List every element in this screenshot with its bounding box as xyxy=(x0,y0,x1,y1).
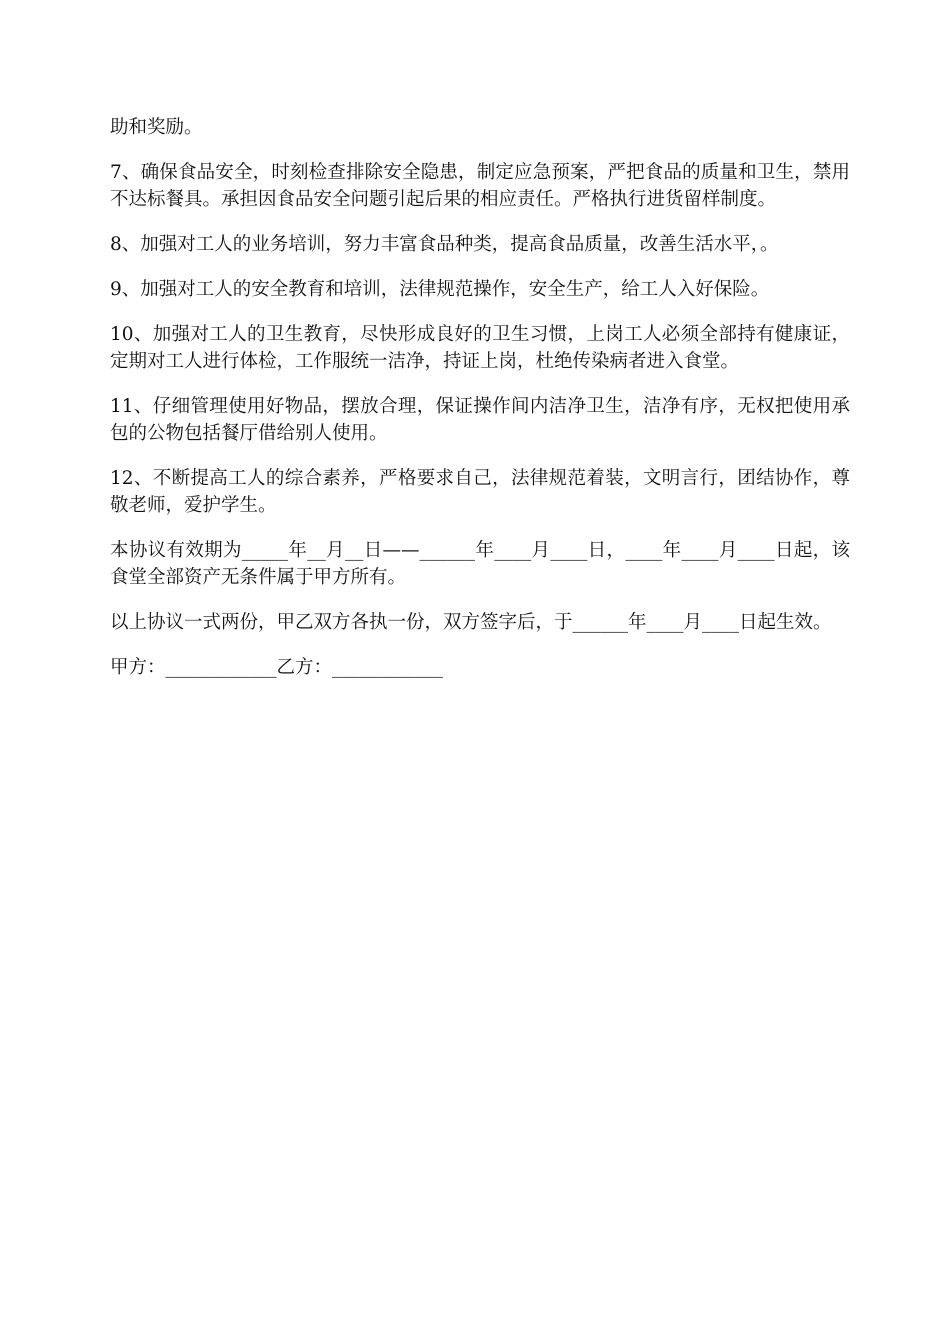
document-body xyxy=(110,114,850,699)
clause-7: 7、确保食品安全，时刻检查排除安全隐患，制定应急预案，严把食品的质量和卫生，禁用不达标餐具。承担因食品安全问题引起后果的相应责任。严格执行进货留样制度。 xyxy=(110,162,850,210)
validity-period: 本协议有效期为_____年__月__日——______年____月____日，____年____月____日起，该食堂全部资产无条件属于甲方所有。 xyxy=(110,540,850,588)
signature-line: 甲方：____________乙方：____________ xyxy=(110,657,444,678)
clause-8: 8、加强对工人的业务培训，努力丰富食品种类，提高食品质量，改善生活水平，。 xyxy=(110,234,779,255)
effective-clause: 以上协议一式两份，甲乙双方各执一份，双方签字后，于______年____月____日起生效。 xyxy=(110,612,832,633)
paragraph-continuation: 助和奖励。 xyxy=(110,117,203,138)
clause-10: 10、加强对工人的卫生教育，尽快形成良好的卫生习惯，上岗工人必须全部持有健康证，定期对工人进行体检，工作服统一洁净，持证上岗，杜绝传染病者进入食堂。 xyxy=(110,324,850,372)
clause-11: 11、仔细管理使用好物品，摆放合理，保证操作间内洁净卫生，洁净有序，无权把使用承包的公物包括餐厅借给别人使用。 xyxy=(110,396,850,444)
clause-12: 12、不断提高工人的综合素养，严格要求自己，法律规范着装，文明言行，团结协作，尊敬老师，爱护学生。 xyxy=(110,468,850,516)
clause-9: 9、加强对工人的安全教育和培训，法律规范操作，安全生产，给工人入好保险。 xyxy=(110,279,770,300)
